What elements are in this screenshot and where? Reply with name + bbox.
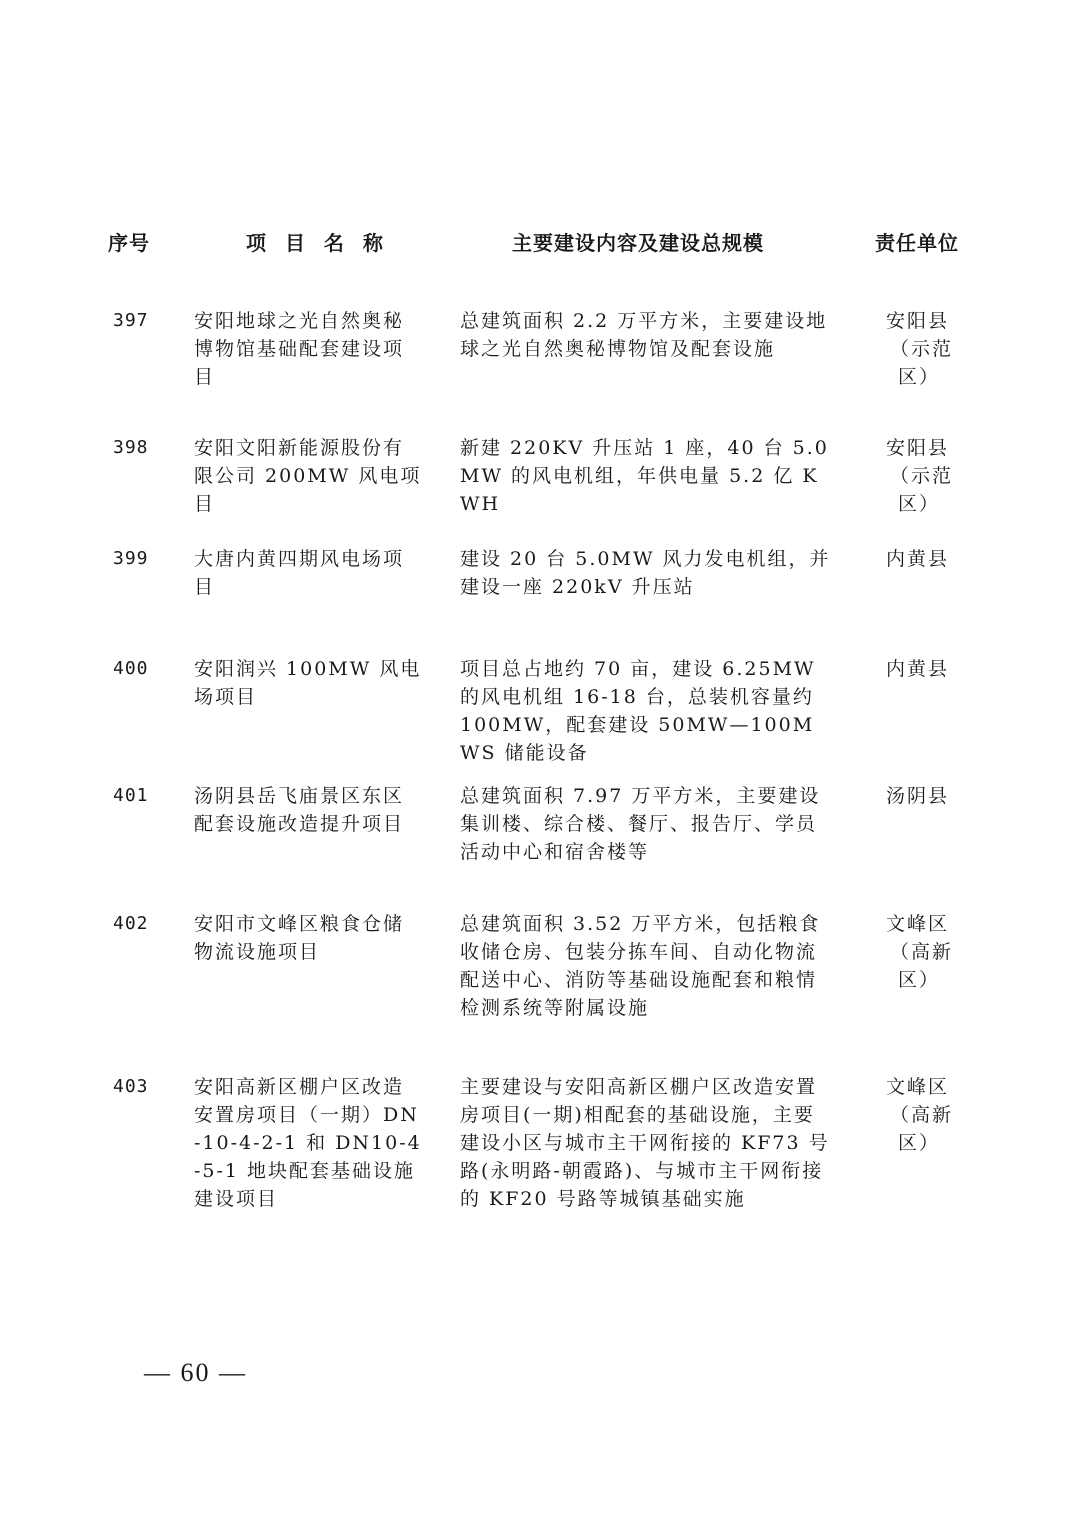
row-content: 总建筑面积 2.2 万平方米，主要建设地球之光自然奥秘博物馆及配套设施	[460, 310, 828, 360]
unit-line: 文峰区	[886, 913, 950, 935]
unit-line: （高新	[890, 941, 954, 963]
row-responsible-unit	[886, 655, 956, 683]
row-project-name: 安阳高新区棚户区改造安置房项目（一期）DN-10-4-2-1 和 DN10-4-5-1 地块配套基础设施建设项目	[194, 1076, 422, 1210]
row-responsible-unit	[886, 545, 956, 573]
row-content: 项目总占地约 70 亩，建设 6.25MW 的风电机组 16-18 台，总装机容量约 100MW，配套建设 50MW—100MWS 储能设备	[460, 658, 816, 764]
row-content: 建设 20 台 5.0MW 风力发电机组，并建设一座 220kV 升压站	[460, 548, 831, 598]
header-responsible-unit: 责任单位	[875, 231, 959, 255]
unit-line: 区）	[898, 969, 941, 991]
row-project-name: 安阳地球之光自然奥秘博物馆基础配套建设项目	[194, 310, 405, 388]
row-content: 总建筑面积 7.97 万平方米，主要建设集训楼、综合楼、餐厅、报告厅、学员活动中心和宿舍楼等	[460, 785, 821, 863]
unit-line: （高新	[890, 1104, 954, 1126]
header-project-name: 项 目 名 称	[246, 231, 389, 255]
row-responsible-unit	[886, 1073, 956, 1157]
unit-line: 文峰区	[886, 1076, 950, 1098]
unit-line: 汤阴县	[886, 785, 950, 807]
row-project-name: 大唐内黄四期风电场项目	[194, 548, 405, 598]
row-seq: 400	[113, 658, 149, 679]
row-responsible-unit	[886, 434, 956, 518]
row-responsible-unit	[886, 910, 956, 994]
header-content: 主要建设内容及建设总规模	[512, 231, 764, 255]
unit-line: 内黄县	[886, 658, 950, 680]
row-seq: 399	[113, 548, 149, 569]
table-header	[0, 227, 1080, 261]
row-project-name: 安阳文阳新能源股份有限公司 200MW 风电项目	[194, 437, 422, 515]
unit-line: 安阳县	[886, 310, 950, 332]
row-content: 总建筑面积 3.52 万平方米，包括粮食收储仓房、包装分拣车间、自动化物流配送中心、消防等基础设施配套和粮情检测系统等附属设施	[460, 913, 821, 1019]
row-content: 新建 220KV 升压站 1 座，40 台 5.0MW 的风电机组，年供电量 5.2 亿 KWH	[460, 437, 829, 515]
row-seq: 403	[113, 1076, 149, 1097]
row-responsible-unit	[886, 307, 956, 391]
row-seq: 397	[113, 310, 149, 331]
row-responsible-unit	[886, 782, 956, 810]
unit-line: 安阳县	[886, 437, 950, 459]
unit-line: （示范	[890, 465, 954, 487]
unit-line: （示范	[890, 338, 954, 360]
unit-line: 区）	[898, 1132, 941, 1154]
header-seq: 序号	[108, 231, 150, 255]
unit-line: 区）	[898, 493, 941, 515]
row-seq: 402	[113, 913, 149, 934]
unit-line: 区）	[898, 366, 941, 388]
unit-line: 内黄县	[886, 548, 950, 570]
row-seq: 401	[113, 785, 149, 806]
row-content: 主要建设与安阳高新区棚户区改造安置房项目(一期)相配套的基础设施，主要建设小区与城市主干网衔接的 KF73 号路(永明路-朝霞路)、与城市主干网衔接的 KF20 号路等城镇基础实施	[460, 1076, 830, 1210]
row-project-name: 汤阴县岳飞庙景区东区配套设施改造提升项目	[194, 785, 405, 835]
row-seq: 398	[113, 437, 149, 458]
row-project-name: 安阳市文峰区粮食仓储物流设施项目	[194, 913, 405, 963]
page-number: — 60 —	[144, 1358, 247, 1387]
row-project-name: 安阳润兴 100MW 风电场项目	[194, 658, 422, 708]
